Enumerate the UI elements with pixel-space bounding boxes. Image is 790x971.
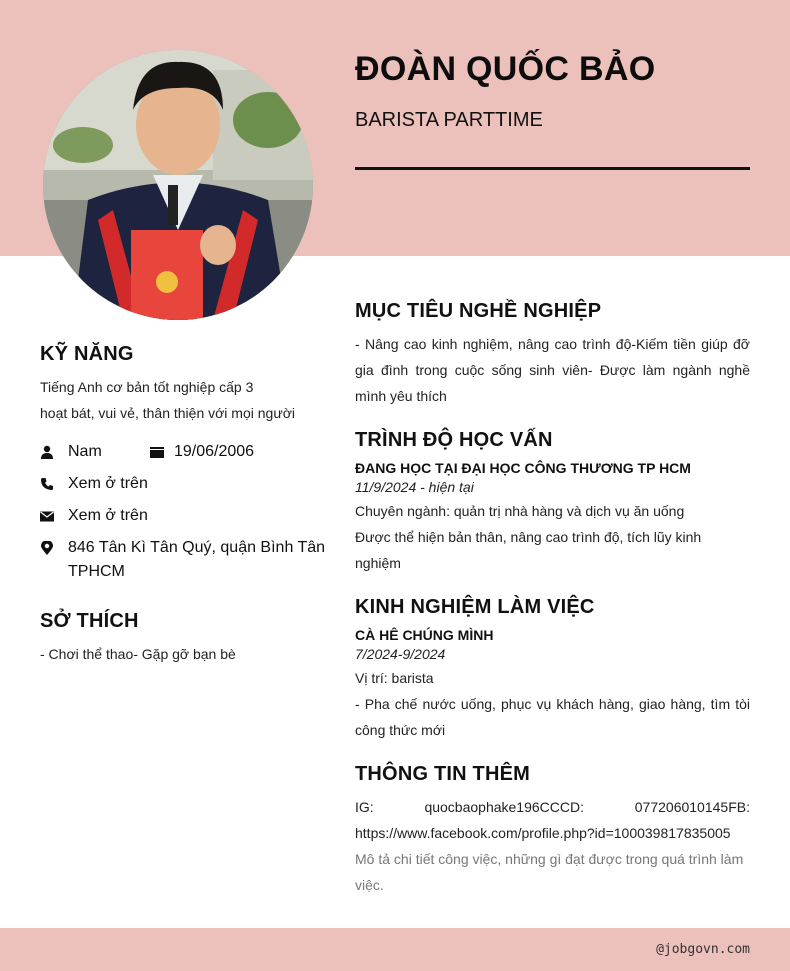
hobbies-text: - Chơi thể thao- Gặp gỡ bạn bè <box>40 646 236 662</box>
user-icon <box>40 440 54 464</box>
experience-heading: KINH NGHIỆM LÀM VIỆC <box>355 596 595 618</box>
skills-list <box>40 374 330 426</box>
extra-info-placeholder: Mô tả chi tiết công việc, những gì đạt được trong quá trình làm việc. <box>355 851 744 893</box>
location-pin-icon <box>40 536 54 560</box>
right-column <box>355 300 750 918</box>
gender-value: Nam <box>68 443 102 460</box>
profile-photo <box>43 50 313 320</box>
footer-watermark: @jobgovn.com <box>656 942 750 957</box>
personal-row-address <box>40 536 330 584</box>
candidate-name: ĐOÀN QUỐC BẢO <box>355 50 656 88</box>
personal-row-gender-dob <box>40 440 330 464</box>
email-value: Xem ở trên <box>68 507 148 524</box>
school-name: ĐANG HỌC TẠI ĐẠI HỌC CÔNG THƯƠNG TP HCM <box>355 460 691 476</box>
job-title: BARISTA PARTTIME <box>355 109 543 131</box>
objective-heading: MỤC TIÊU NGHỀ NGHIỆP <box>355 300 602 322</box>
date-of-birth-value: 19/06/2006 <box>174 443 255 460</box>
ig-label: IG: <box>355 799 374 815</box>
objective-text: - Nâng cao kinh nghiệm, nâng cao trình độ-Kiếm tiền giúp đỡ gia đình trong cuộc sống sinh viên- Được làm ngành nghề mình yêu thích <box>355 336 750 404</box>
address-value: 846 Tân Kì Tân Quý, quận Bình Tân TPHCM <box>68 539 326 580</box>
mail-icon <box>40 504 54 528</box>
left-column <box>40 343 330 667</box>
experience-section <box>355 596 750 743</box>
education-heading: TRÌNH ĐỘ HỌC VẤN <box>355 429 553 451</box>
skill-item: Tiếng Anh cơ bản tốt nghiệp cấp 3 <box>40 379 254 395</box>
objective-section <box>355 300 750 409</box>
education-major: Chuyên ngành: quản trị nhà hàng và dịch vụ ăn uống <box>355 503 685 519</box>
company-name: CÀ HÊ CHÚNG MÌNH <box>355 627 494 643</box>
phone-icon <box>40 472 54 496</box>
extra-info-ids <box>355 794 750 820</box>
personal-row-phone <box>40 472 330 496</box>
phone-value: Xem ở trên <box>68 475 148 492</box>
facebook-link[interactable]: https://www.facebook.com/profile.php?id=100039817835005 <box>355 825 731 841</box>
title-divider <box>355 167 750 170</box>
extra-info-section <box>355 763 750 898</box>
experience-period: 7/2024-9/2024 <box>355 646 446 662</box>
skill-item: hoạt bát, vui vẻ, thân thiện với mọi người <box>40 405 295 421</box>
calendar-icon <box>150 440 164 464</box>
experience-position: Vị trí: barista <box>355 670 434 686</box>
extra-info-heading: THÔNG TIN THÊM <box>355 763 531 785</box>
education-note: Được thể hiện bản thân, nâng cao trình độ, tích lũy kinh nghiệm <box>355 529 702 571</box>
id-value: 077206010145FB: <box>634 799 750 815</box>
profile-photo-image <box>43 50 313 320</box>
personal-row-email <box>40 504 330 528</box>
ig-value: quocbaophake196CCCD: <box>424 799 584 815</box>
education-period: 11/9/2024 - hiện tại <box>355 479 474 495</box>
education-section <box>355 429 750 576</box>
experience-duties: - Pha chế nước uống, phục vụ khách hàng, giao hàng, tìm tòi công thức mới <box>355 696 750 738</box>
hobbies-heading: SỞ THÍCH <box>40 610 139 632</box>
skills-heading: KỸ NĂNG <box>40 343 134 365</box>
